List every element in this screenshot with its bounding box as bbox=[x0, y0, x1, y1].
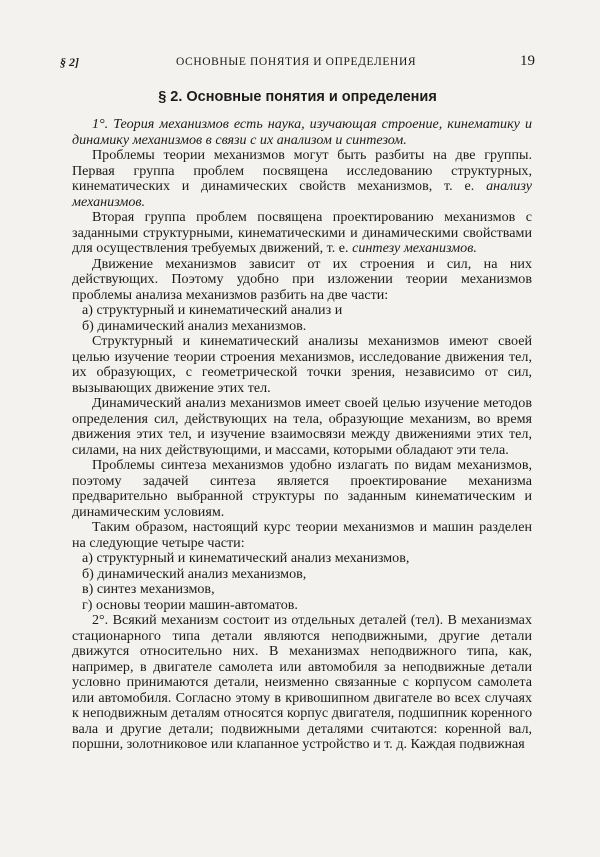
running-title: ОСНОВНЫЕ ПОНЯТИЯ И ОПРЕДЕЛЕНИЯ bbox=[176, 56, 417, 68]
body-text bbox=[72, 117, 532, 753]
page-number: 19 bbox=[520, 53, 535, 69]
list-item: б) динамический анализ механизмов, bbox=[82, 565, 307, 582]
section-mark: § 2] bbox=[60, 55, 79, 69]
list-item: г) основы теории машин-автоматов. bbox=[82, 596, 298, 613]
paragraph-motion: Движение механизмов зависит от их строения и сил, на них действующих. Поэтому удобно при изложении теории механизмов проблемы анализа механизмов разбить на две части: bbox=[72, 255, 532, 303]
paragraph-text: Проблемы теории механизмов могут быть разбиты на две группы. Первая группа проблем посвящена исследованию структурных, кинематических и динамических свойств механизмов, т. е. bbox=[72, 147, 532, 194]
paragraph-synthesis: Проблемы синтеза механизмов удобно излагать по видам механизмов, поэтому задачей синтеза является проектирование механизма предварительно выбранной структуры по заданным кинематическим и динамическим условиям. bbox=[72, 457, 532, 520]
paragraph-structural-analysis: Структурный и кинематический анализы механизмов имеют своей целью изучение теории строения механизмов, исследование движения тел, их образующих, с геометрической точки зрения, независимо от сил, вызывающих движение этих тел. bbox=[72, 333, 532, 396]
emphasis-analysis: анализу механизмов. bbox=[72, 178, 533, 210]
paragraph-dynamic-analysis: Динамический анализ механизмов имеет своей целью изучение методов определения сил, действующих на тела, образующие механизм, во время движения этих тел, и изучение взаимосвязи между движениями этих тел, силами, на них действующими, и массами, которыми обладают эти тела. bbox=[72, 395, 532, 458]
section-title: § 2. Основные понятия и определения bbox=[158, 89, 437, 105]
paragraph-text: Вторая группа проблем посвящена проектированию механизмов с заданными структурными, кинематическими и динамическими свойствами для осуществления требуемых движений, т. е. bbox=[72, 209, 532, 256]
emphasis-synthesis: синтезу механизмов. bbox=[352, 240, 477, 256]
list-item: а) структурный и кинематический анализ механизмов, bbox=[82, 550, 410, 566]
paragraph-problem-groups bbox=[72, 148, 532, 210]
paragraph-definition: 1°. Теория механизмов есть наука, изучающая строение, кинематику и динамику механизмов в связи с их анализом и синтезом. bbox=[72, 116, 532, 148]
running-header bbox=[60, 53, 535, 71]
paragraph-synthesis-group bbox=[72, 210, 532, 257]
list-item: а) структурный и кинематический анализ и bbox=[82, 302, 343, 318]
list-item: в) синтез механизмов, bbox=[82, 581, 215, 597]
paragraph-mechanism-parts: 2°. Всякий механизм состоит из отдельных деталей (тел). В механизмах стационарного типа детали являются неподвижными, другие детали движутся относительно них. В механизмах неподвижного типа, как, например, в двигателе самолета или автомобиля за неподвижные детали условно принимаются детали, неизменно связанные с корпусом самолета или автомобиля. Согласно этому в кривошипном двигателе во всех случаях к неподвижным деталям относятся корпус двигателя, подшипник коренного вала и другие детали; подвижными деталями считаются: коренной вал, поршни, золотниковое или клапанное устройство и т. д. Каждая подвижная bbox=[72, 612, 532, 752]
paragraph-course-parts: Таким образом, настоящий курс теории механизмов и машин разделен на следующие четыре части: bbox=[72, 519, 532, 551]
list-item: б) динамический анализ механизмов. bbox=[82, 317, 307, 334]
